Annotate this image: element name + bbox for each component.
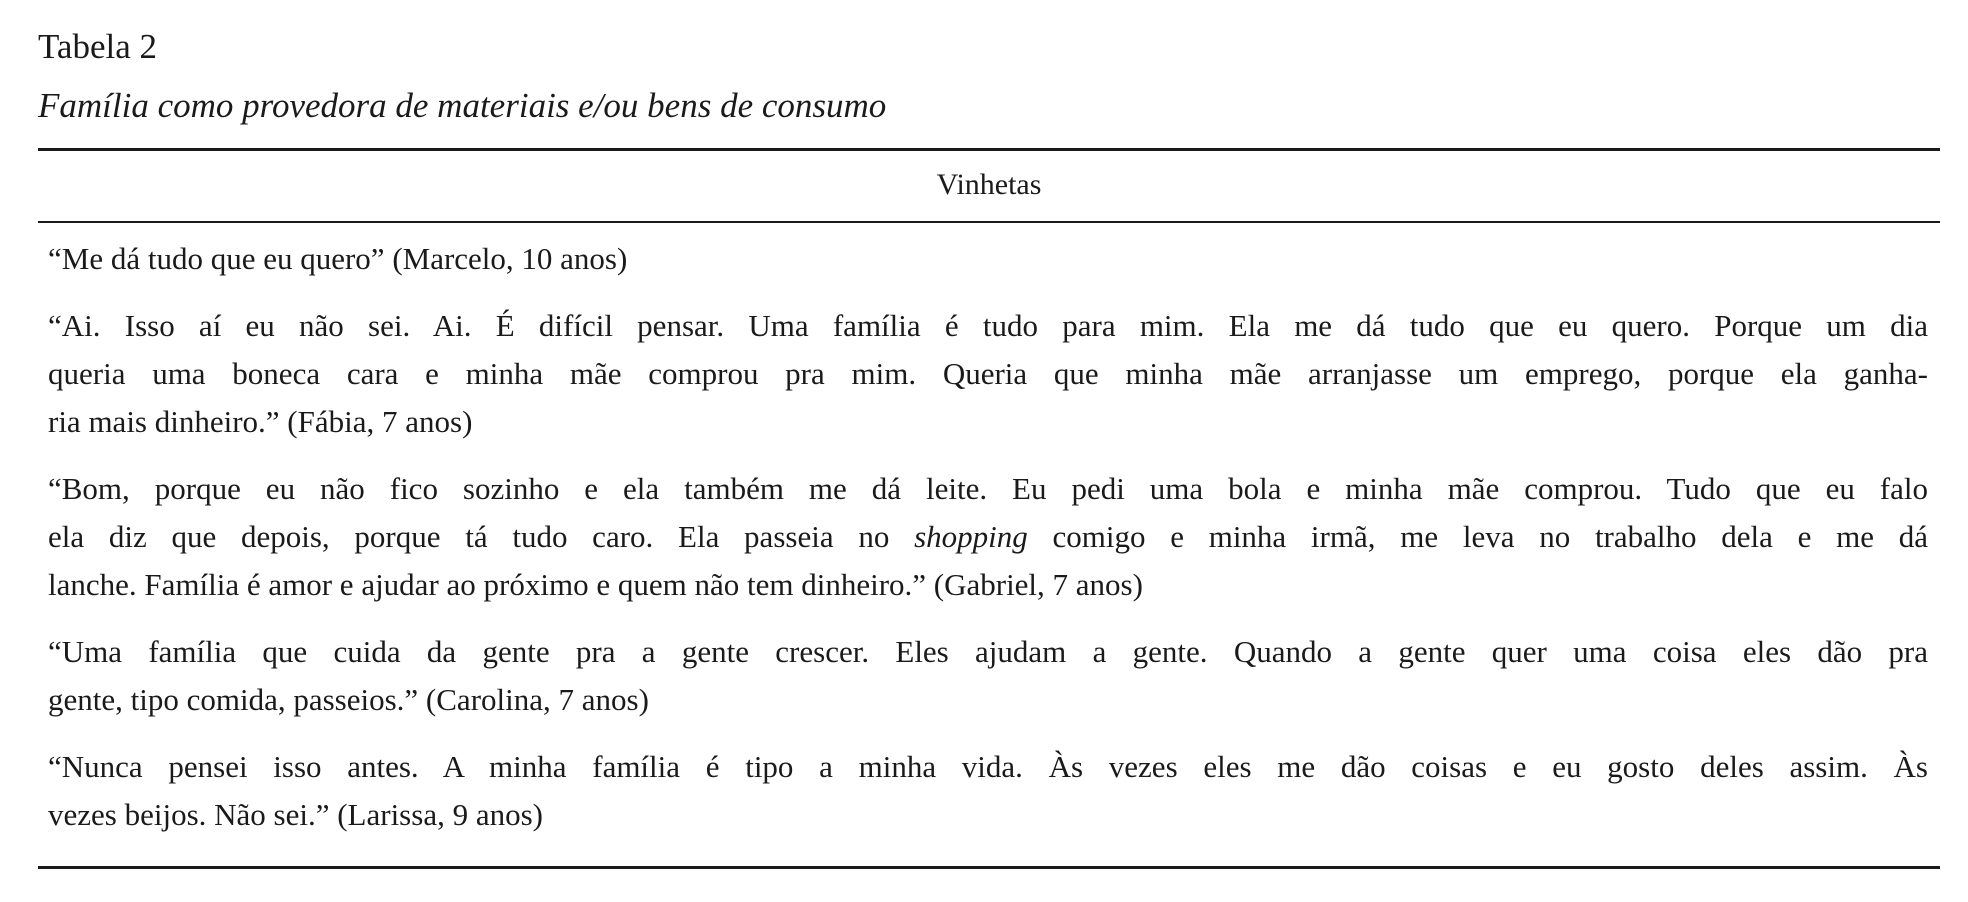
vignette-line: lanche. Família é amor e ajudar ao próximo e quem não tem dinheiro.” (Gabriel, 7 anos) [48,567,1143,602]
vignette-line: gente, tipo comida, passeios.” (Carolina, 7 anos) [48,682,649,717]
table-row [48,302,1928,446]
vignette-line: “Ai. Isso aí eu não sei. Ai. É difícil pensar. Uma família é tudo para mim. Ela me dá tudo que eu quero. Porque um dia [48,308,1928,343]
vignette-line [48,513,1928,561]
vignette-text: ela diz que depois, porque tá tudo caro. Ela passeia no [48,519,915,554]
column-header-vinhetas: Vinhetas [936,168,1042,201]
table-number: Tabela 2 [38,27,158,66]
table-title: Família como provedora de materiais e/ou bens de consumo [38,86,887,125]
vignette-line: queria uma boneca cara e minha mãe comprou pra mim. Queria que minha mãe arranjasse um emprego, porque ela ganha- [48,356,1928,391]
vignette-line: “Nunca pensei isso antes. A minha família é tipo a minha vida. Às vezes eles me dão coisas e eu gosto deles assim. Às [48,749,1928,784]
vignette-line: “Uma família que cuida da gente pra a gente crescer. Eles ajudam a gente. Quando a gente quer uma coisa eles dão pra [48,634,1928,669]
table-body [48,235,1928,858]
vignette-line: vezes beijos. Não sei.” (Larissa, 9 anos) [48,797,543,832]
table-header-rule [38,221,1940,223]
table-row [48,235,1928,283]
table-top-rule [38,148,1940,151]
table-row [48,628,1928,724]
vignette-line: “Bom, porque eu não fico sozinho e ela também me dá leite. Eu pedi uma bola e minha mãe comprou. Tudo que eu falo [48,471,1928,506]
vignette-line: ria mais dinheiro.” (Fábia, 7 anos) [48,404,473,439]
table-row [48,465,1928,609]
table-bottom-rule [38,866,1940,869]
table-row [48,743,1928,839]
vignette-text: comigo e minha irmã, me leva no trabalho dela e me dá [1027,519,1928,554]
vignette-line: “Me dá tudo que eu quero” (Marcelo, 10 anos) [48,241,628,276]
vignette-emphasis: shopping [914,519,1028,554]
